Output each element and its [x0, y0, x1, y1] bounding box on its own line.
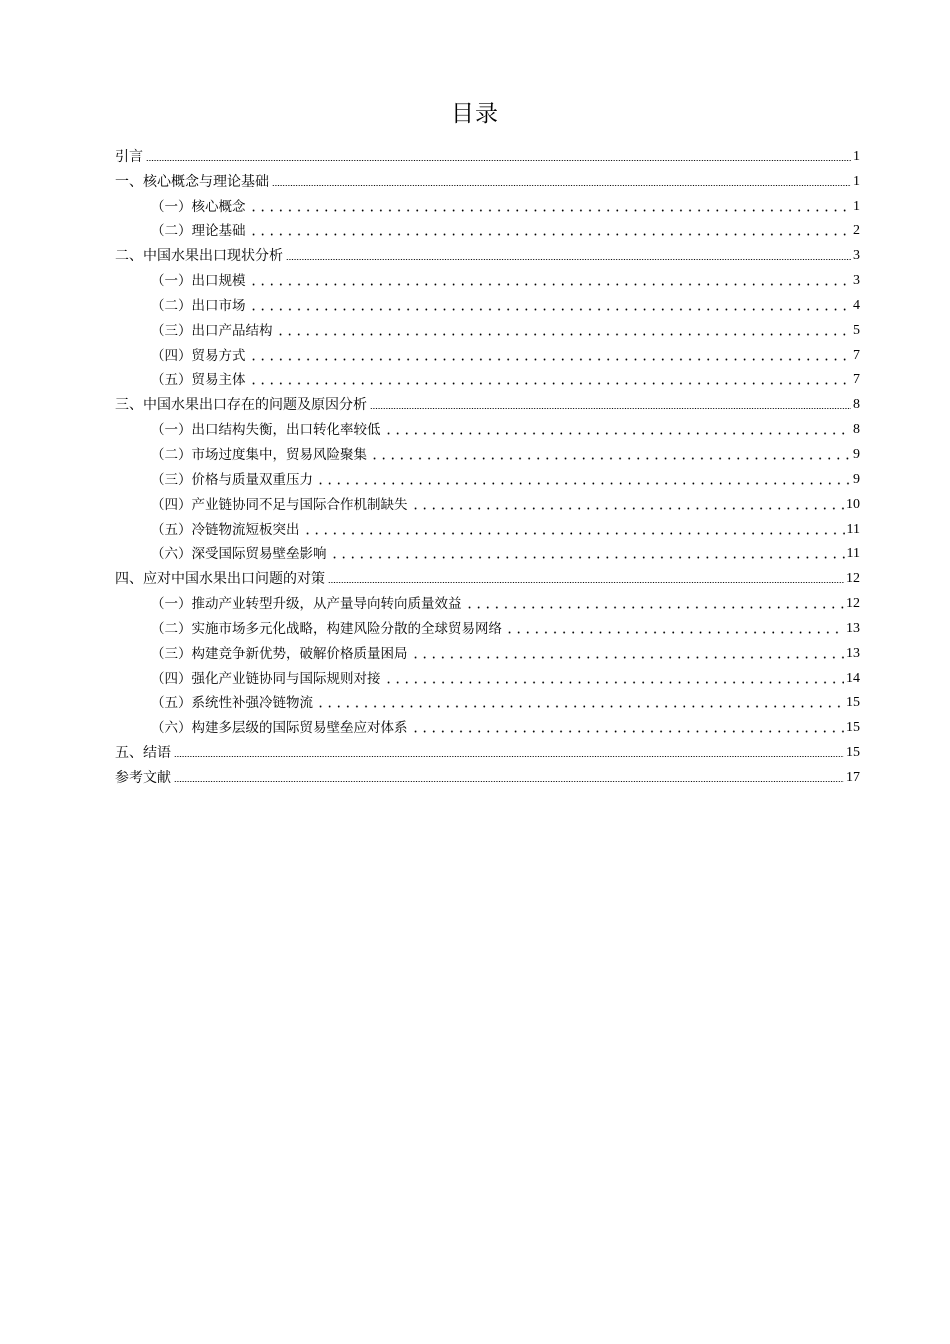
toc-entry-section-2-2[interactable]: [115, 291, 860, 316]
toc-page-number: 3: [853, 248, 860, 264]
toc-entry-section-2-4[interactable]: [115, 341, 860, 366]
toc-entry-label: （二）实施市场多元化战略，构建风险分散的全球贸易网络: [151, 620, 502, 637]
toc-page-number: 2: [853, 223, 860, 239]
toc-entry-label: 引言: [115, 148, 143, 165]
toc-dot-leader: [249, 266, 852, 286]
toc-dot-leader: [174, 738, 844, 758]
toc-entry-section-3-1[interactable]: [115, 415, 860, 440]
toc-page-number: 5: [853, 322, 860, 338]
toc-dot-leader: [328, 564, 844, 584]
toc-dot-leader: [465, 589, 845, 609]
toc-dot-leader: [411, 713, 845, 733]
toc-dot-leader: [276, 316, 852, 336]
toc-entry-label: （四）产业链协同不足与国际合作机制缺失: [151, 496, 408, 513]
toc-dot-leader: [370, 390, 851, 410]
toc-entry-chapter-4[interactable]: [115, 564, 860, 589]
toc-page-number: 8: [853, 422, 860, 438]
toc-entry-label: （四）强化产业链协同与国际规则对接: [151, 670, 381, 687]
toc-entry-section-3-3[interactable]: [115, 465, 860, 490]
table-of-contents: [115, 142, 860, 788]
toc-page-number: 13: [846, 620, 860, 636]
toc-entry-label: （三）构建竞争新优势，破解价格质量困局: [151, 645, 408, 662]
toc-page-number: 7: [853, 347, 860, 363]
toc-entry-section-1-1[interactable]: [115, 192, 860, 217]
toc-dot-leader: [249, 192, 852, 212]
toc-dot-leader: [303, 515, 845, 535]
toc-entry-label: 参考文献: [115, 769, 171, 786]
toc-entry-section-2-3[interactable]: [115, 316, 860, 341]
toc-entry-conclusion[interactable]: [115, 738, 860, 763]
toc-dot-leader: [411, 639, 845, 659]
toc-dot-leader: [370, 440, 851, 460]
toc-entry-chapter-1[interactable]: [115, 167, 860, 192]
toc-dot-leader: [249, 365, 852, 385]
toc-page-number: 1: [853, 148, 860, 164]
toc-page-number: 8: [853, 397, 860, 413]
toc-entry-label: （三）价格与质量双重压力: [151, 471, 313, 488]
toc-entry-section-2-1[interactable]: [115, 266, 860, 291]
toc-entry-label: （二）市场过度集中，贸易风险聚集: [151, 446, 367, 463]
toc-dot-leader: [272, 167, 851, 187]
toc-entry-section-3-2[interactable]: [115, 440, 860, 465]
toc-page-number: 12: [846, 596, 860, 612]
toc-entry-section-1-2[interactable]: [115, 217, 860, 242]
toc-entry-label: 五、结语: [115, 745, 171, 762]
toc-entry-label: （五）系统性补强冷链物流: [151, 695, 313, 712]
toc-entry-section-3-6[interactable]: [115, 540, 860, 565]
toc-entry-section-2-5[interactable]: [115, 366, 860, 391]
toc-entry-references[interactable]: [115, 763, 860, 788]
toc-page-number: 15: [846, 695, 860, 711]
toc-entry-section-4-5[interactable]: [115, 689, 860, 714]
toc-entry-label: （六）深受国际贸易壁垒影响: [151, 546, 327, 563]
toc-dot-leader: [505, 614, 844, 634]
toc-dot-leader: [249, 291, 852, 311]
toc-entry-label: 二、中国水果出口现状分析: [115, 248, 283, 265]
toc-entry-section-4-2[interactable]: [115, 614, 860, 639]
toc-dot-leader: [330, 539, 845, 559]
toc-entry-label: （一）出口规模: [151, 273, 246, 290]
toc-entry-section-3-4[interactable]: [115, 490, 860, 515]
toc-entry-section-4-1[interactable]: [115, 589, 860, 614]
toc-dot-leader: [249, 216, 852, 236]
toc-page-number: 9: [853, 471, 860, 487]
toc-dot-leader: [249, 341, 852, 361]
toc-entry-label: （一）推动产业转型升级，从产量导向转向质量效益: [151, 596, 462, 613]
toc-page-number: 9: [853, 446, 860, 462]
toc-entry-label: 四、应对中国水果出口问题的对策: [115, 571, 325, 588]
toc-entry-label: （六）构建多层级的国际贸易壁垒应对体系: [151, 720, 408, 737]
toc-page-number: 11: [846, 546, 860, 562]
toc-entry-section-4-4[interactable]: [115, 664, 860, 689]
toc-page-number: 10: [846, 496, 860, 512]
toc-dot-leader: [286, 241, 851, 261]
toc-entry-chapter-3[interactable]: [115, 390, 860, 415]
toc-entry-label: （一）出口结构失衡，出口转化率较低: [151, 422, 381, 439]
toc-entry-label: （五）贸易主体: [151, 372, 246, 389]
toc-entry-label: （五）冷链物流短板突出: [151, 521, 300, 538]
toc-page-number: 11: [846, 521, 860, 537]
toc-entry-section-4-3[interactable]: [115, 639, 860, 664]
toc-entry-label: （二）理论基础: [151, 223, 246, 240]
toc-page-number: 4: [853, 297, 860, 313]
toc-entry-section-3-5[interactable]: [115, 515, 860, 540]
toc-entry-label: （四）贸易方式: [151, 347, 246, 364]
toc-page-number: 1: [853, 173, 860, 189]
toc-page-number: 13: [846, 645, 860, 661]
toc-page-number: 3: [853, 273, 860, 289]
toc-entry-label: 三、中国水果出口存在的问题及原因分析: [115, 397, 367, 414]
toc-entry-label: （二）出口市场: [151, 297, 246, 314]
toc-entry-introduction[interactable]: [115, 142, 860, 167]
toc-entry-section-4-6[interactable]: [115, 713, 860, 738]
toc-dot-leader: [411, 490, 845, 510]
toc-dot-leader: [384, 415, 852, 435]
toc-entry-label: （一）核心概念: [151, 198, 246, 215]
toc-page-number: 15: [846, 745, 860, 761]
toc-dot-leader: [384, 664, 845, 684]
toc-entry-label: 一、核心概念与理论基础: [115, 173, 269, 190]
toc-page-number: 1: [853, 198, 860, 214]
toc-dot-leader: [174, 763, 844, 783]
toc-entry-label: （三）出口产品结构: [151, 322, 273, 339]
toc-page-number: 14: [846, 670, 860, 686]
toc-page-number: 17: [846, 769, 860, 785]
toc-page-number: 12: [846, 571, 860, 587]
toc-page-number: 15: [846, 720, 860, 736]
toc-dot-leader: [146, 142, 851, 162]
toc-entry-chapter-2[interactable]: [115, 241, 860, 266]
toc-dot-leader: [316, 688, 844, 708]
toc-page-number: 7: [853, 372, 860, 388]
toc-dot-leader: [316, 465, 851, 485]
page-title: 目录: [451, 101, 499, 127]
